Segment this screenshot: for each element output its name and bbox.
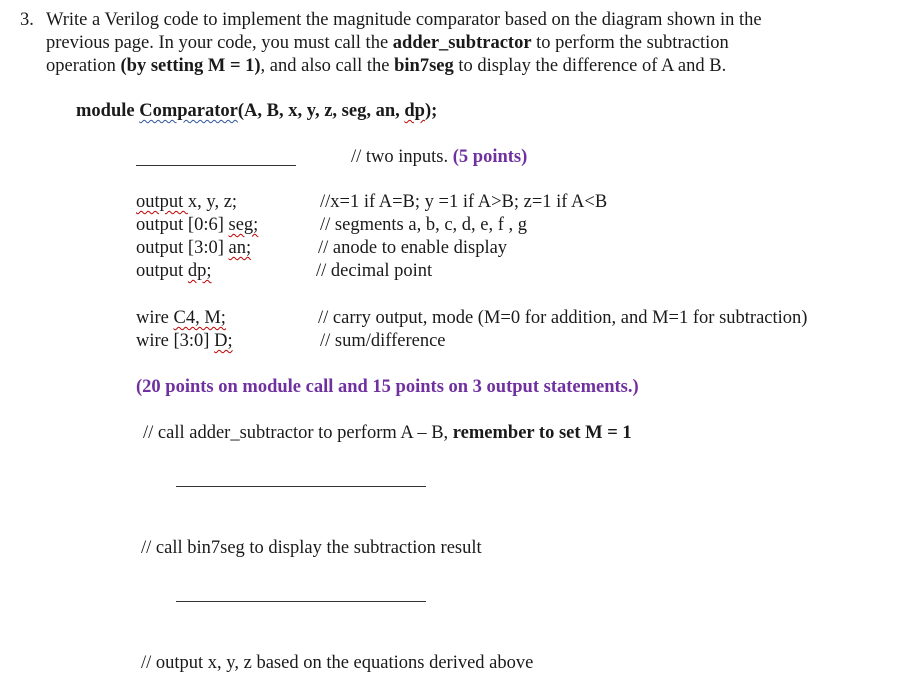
- module-args-b: );: [424, 101, 438, 121]
- inputs-answer-blank[interactable]: [136, 165, 296, 166]
- output-comment-xyz: //x=1 if A=B; y =1 if A>B; z=1 if A<B: [320, 192, 608, 212]
- module-name: Comparator: [139, 101, 238, 121]
- adder-call-answer-blank[interactable]: [176, 486, 426, 487]
- question-line-1: Write a Verilog code to implement the magnitude comparator based on the diagram shown in the: [46, 10, 762, 30]
- output-comment-an: // anode to enable display: [318, 238, 508, 258]
- output-comment-dp: // decimal point: [316, 261, 433, 281]
- question-line-3-text-a: operation: [46, 56, 121, 76]
- bin7seg-term: bin7seg: [394, 56, 454, 76]
- output-decl-an: [136, 237, 251, 260]
- output-decl-dp: [136, 260, 212, 283]
- wire-keyword: wire [3:0]: [136, 331, 215, 351]
- question-line-2: [46, 32, 729, 55]
- question-number: 3.: [20, 10, 34, 30]
- module-keyword: module: [76, 101, 140, 121]
- output-xyz-comment: // output x, y, z based on the equations derived above: [141, 653, 534, 673]
- inputs-comment-text: // two inputs.: [351, 147, 453, 167]
- wire-names: C4, M;: [173, 308, 226, 328]
- bin7seg-call-answer-blank[interactable]: [176, 601, 426, 602]
- call-bin7seg-comment: // call bin7seg to display the subtraction result: [141, 538, 482, 558]
- wire-comment-d: // sum/difference: [320, 331, 446, 351]
- output-names: dp;: [187, 261, 212, 281]
- output-keyword: output: [136, 261, 188, 281]
- inputs-points: (5 points): [452, 147, 528, 167]
- question-line-3-text-e: to display the difference of A and B.: [453, 56, 727, 76]
- wire-decl-d: [136, 330, 233, 353]
- inputs-comment: [351, 146, 527, 169]
- adder-subtractor-term: adder_subtractor: [392, 33, 532, 53]
- output-names: x, y, z;: [187, 192, 238, 212]
- call-adder-reminder: remember to set M = 1: [452, 423, 632, 443]
- output-comment-seg: // segments a, b, c, d, e, f , g: [320, 215, 528, 235]
- question-line-2-text-c: to perform the subtraction: [531, 33, 729, 53]
- question-line-2-text-a: previous page. In your code, you must call the: [46, 33, 393, 53]
- module-declaration: [76, 100, 437, 123]
- output-keyword: output [3:0]: [136, 238, 229, 258]
- wire-keyword: wire: [136, 308, 174, 328]
- output-names: seg;: [228, 215, 259, 235]
- points-note: (20 points on module call and 15 points on 3 output statements.): [136, 377, 639, 397]
- wire-comment-c4-m: // carry output, mode (M=0 for addition, and M=1 for subtraction): [318, 308, 808, 328]
- set-m-note: (by setting M = 1): [120, 56, 261, 76]
- wire-decl-c4-m: [136, 307, 226, 330]
- module-arg-dp: dp: [404, 101, 425, 121]
- output-keyword: output: [136, 192, 188, 212]
- output-keyword: output [0:6]: [136, 215, 229, 235]
- module-args-a: (A, B, x, y, z, seg, an,: [237, 101, 405, 121]
- output-decl-seg: [136, 214, 258, 237]
- output-names: an;: [228, 238, 252, 258]
- question-line-3: [46, 55, 726, 78]
- output-decl-xyz: [136, 191, 237, 214]
- call-adder-text: // call adder_subtractor to perform A – B,: [143, 423, 453, 443]
- question-line-3-text-c: , and also call the: [260, 56, 395, 76]
- wire-names: D;: [214, 331, 233, 351]
- call-adder-comment: [143, 422, 632, 445]
